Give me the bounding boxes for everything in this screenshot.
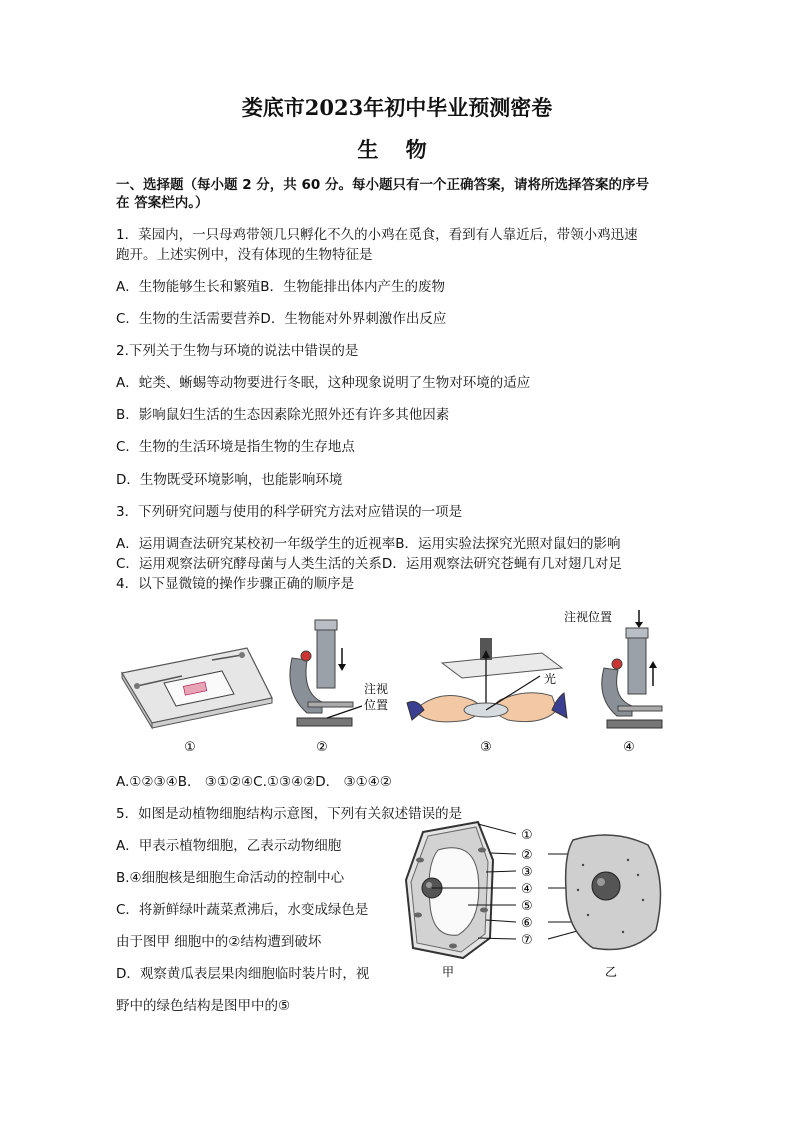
- q5-option-b: B.④细胞核是细胞生命活动的控制中心: [116, 870, 345, 886]
- q2-option-a: A．蛇类、蜥蜴等动物要进行冬眠，这种现象说明了生物对环境的适应: [116, 375, 531, 391]
- cell-structure-figure: [398, 820, 678, 980]
- q2-stem: 2.下列关于生物与环境的说法中错误的是: [116, 343, 359, 359]
- subject-title: 生 物: [357, 137, 437, 162]
- q2-option-d: D．生物既受环境影响，也能影响环境: [116, 472, 343, 488]
- figure-panel-2: [290, 620, 388, 755]
- cell-label-5: ⑤: [521, 899, 533, 914]
- cell-label-3: ③: [521, 865, 533, 880]
- figure-watch-line1: 注视: [364, 682, 389, 696]
- figure-panel-1: [122, 648, 272, 755]
- figure-label-2: ②: [316, 740, 328, 755]
- plant-cell: [406, 822, 493, 979]
- q3-option-cd: C．运用观察法研究酵母菌与人类生活的关系D．运用观察法研究苍蝇有几对翅几对足: [116, 556, 622, 572]
- q1-option-ab: A．生物能够生长和繁殖B．生物能排出体内产生的废物: [116, 279, 445, 295]
- figure-label-4: ④: [623, 740, 635, 755]
- q4-stem: 4．以下显微镜的操作步骤正确的顺序是: [116, 576, 355, 592]
- q5-option-c-line1: C．将新鲜绿叶蔬菜煮沸后，水变成绿色是: [116, 902, 369, 918]
- exam-title: 娄底市2023年初中毕业预测密卷: [241, 95, 553, 120]
- figure-light-label: 光: [544, 672, 557, 686]
- q5-option-c-line2: 由于图甲 细胞中的②结构遭到破坏: [116, 934, 322, 950]
- q1-option-cd: C．生物的生活需要营养D．生物能对外界刺激作出反应: [116, 311, 447, 327]
- cell-label-2: ②: [521, 848, 533, 863]
- q1-stem-line2: 跑开。上述实例中，没有体现的生物特征是: [116, 247, 373, 263]
- cell-label-jia: 甲: [441, 965, 455, 979]
- cell-label-6: ⑥: [521, 916, 533, 931]
- animal-cell: [566, 835, 661, 979]
- q2-option-b: B．影响鼠妇生活的生态因素除光照外还有许多其他因素: [116, 407, 450, 423]
- cell-label-7: ⑦: [521, 933, 533, 948]
- q1-stem-line1: 1．菜园内，一只母鸡带领几只孵化不久的小鸡在觅食，看到有人靠近后，带领小鸡迅速: [116, 227, 638, 243]
- q5-option-a: A．甲表示植物细胞，乙表示动物细胞: [116, 838, 342, 854]
- q5-option-d-line1: D．观察黄瓜表层果肉细胞临时装片时，视: [116, 966, 370, 982]
- q2-option-c: C．生物的生活环境是指生物的生存地点: [116, 439, 355, 455]
- q5-option-d-line2: 野中的绿色结构是图甲中的⑤: [116, 998, 291, 1014]
- figure-panel-3: [407, 638, 567, 755]
- q3-option-ab: A．运用调查法研究某校初一年级学生的近视率B．运用实验法探究光照对鼠妇的影响: [116, 536, 621, 552]
- figure-watch-line2: 位置: [364, 698, 389, 712]
- q4-options: A.①②③④B． ③①②④C.①③④②D． ③①④②: [116, 774, 392, 790]
- cell-label-yi: 乙: [604, 965, 618, 979]
- figure-label-1: ①: [184, 740, 196, 755]
- section-heading-line2: 在 答案栏内。）: [116, 195, 209, 211]
- q5-stem: 5．如图是动植物细胞结构示意图，下列有关叙述错误的是: [116, 806, 463, 822]
- q3-stem: 3．下列研究问题与使用的科学研究方法对应错误的一项是: [116, 504, 463, 520]
- cell-label-1: ①: [521, 828, 533, 843]
- section-heading-line1: 一、选择题（每小题 2 分，共 60 分。每小题只有一个正确答案，请将所选择答案的序号: [116, 177, 649, 193]
- figure-label-3: ③: [480, 740, 492, 755]
- figure-watch-position: 注视位置: [564, 610, 613, 624]
- cell-label-4: ④: [521, 882, 533, 897]
- microscope-steps-figure: [112, 598, 692, 763]
- figure-panel-4: [564, 610, 662, 755]
- cell-number-labels: [521, 828, 533, 948]
